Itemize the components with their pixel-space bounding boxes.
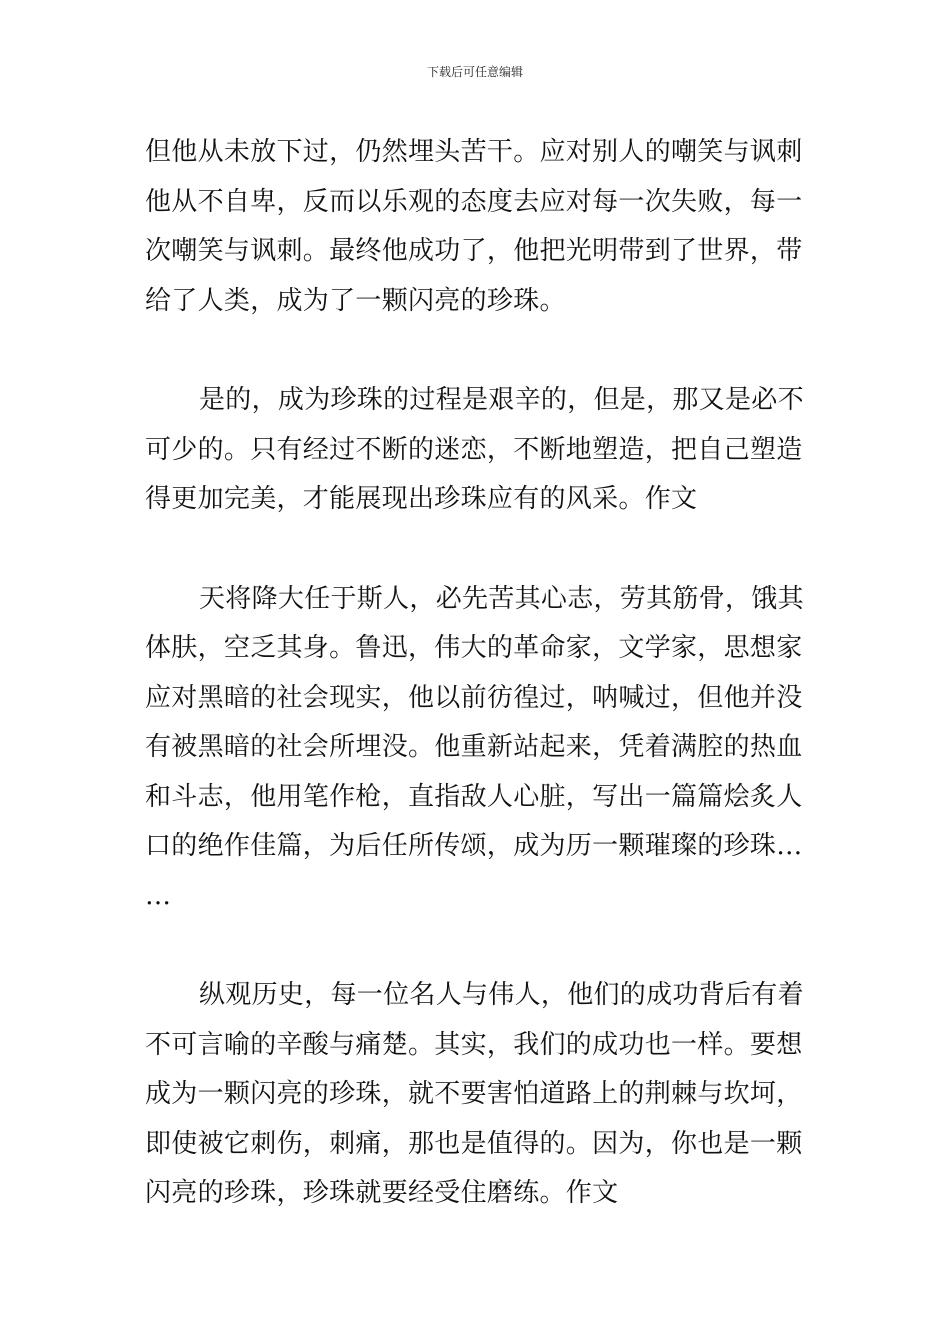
text-line: 是的，成为珍珠的过程是艰辛的，但是，那又是必不: [199, 385, 804, 415]
paragraph-gap: [145, 525, 810, 575]
text-line: 闪亮的珍珠，珍珠就要经受住磨练。作文: [145, 1178, 619, 1208]
text-line: 不可言喻的辛酸与痛楚。其实，我们的成功也一样。要想: [145, 1029, 803, 1060]
paragraph-1: [145, 128, 810, 326]
text-line: 体肤，空乏其身。鲁迅，伟大的革命家，文学家，思想家: [145, 633, 803, 663]
text-line: 成为一颗闪亮的珍珠，就不要害怕道路上的荆棘与坎坷，: [145, 1079, 803, 1109]
text-line: 次嘲笑与讽刺。最终他成功了，他把光明带到了世界，带: [145, 236, 803, 266]
text-line: 得更加完美，才能展现出珍珠应有的风采。作文: [145, 484, 698, 514]
text-line: 口的绝作佳篇，为后任所传颂，成为历一颗璀璨的珍珠…: [145, 831, 803, 861]
text-line: 有被黑暗的社会所埋没。他重新站起来，凭着满腔的热血: [145, 732, 803, 762]
page-header: 下载后可任意编辑: [426, 65, 523, 79]
text-line: 给了人类，成为了一颗闪亮的珍珠。: [145, 285, 566, 316]
paragraph-gap: [145, 326, 810, 376]
body-text: [145, 128, 810, 1219]
text-line: 但他从未放下过，仍然埋头苦干。应对别人的嘲笑与讽刺: [145, 137, 803, 167]
text-line: 天将降大任于斯人，必先苦其心志，劳其筋骨，饿其: [199, 583, 804, 614]
text-line: 即使被它刺伤，刺痛，那也是值得的。因为，你也是一颗: [145, 1128, 803, 1159]
text-line: 他从不自卑，反而以乐观的态度去应对每一次失败，每一: [145, 186, 803, 217]
text-line: …: [145, 880, 172, 911]
paragraph-2: [145, 376, 810, 525]
paragraph-gap: [145, 921, 810, 971]
text-line: 应对黑暗的社会现实，他以前彷徨过，呐喊过，但他并没: [145, 682, 803, 713]
paragraph-3: [145, 575, 810, 922]
paragraph-4: [145, 971, 810, 1219]
text-line: 可少的。只有经过不断的迷恋，不断地塑造，把自己塑造: [145, 434, 803, 465]
text-line: 和斗志，他用笔作枪，直指敌人心脏，写出一篇篇烩炙人: [145, 781, 803, 812]
text-line: 纵观历史，每一位名人与伟人，他们的成功背后有着: [199, 980, 804, 1010]
